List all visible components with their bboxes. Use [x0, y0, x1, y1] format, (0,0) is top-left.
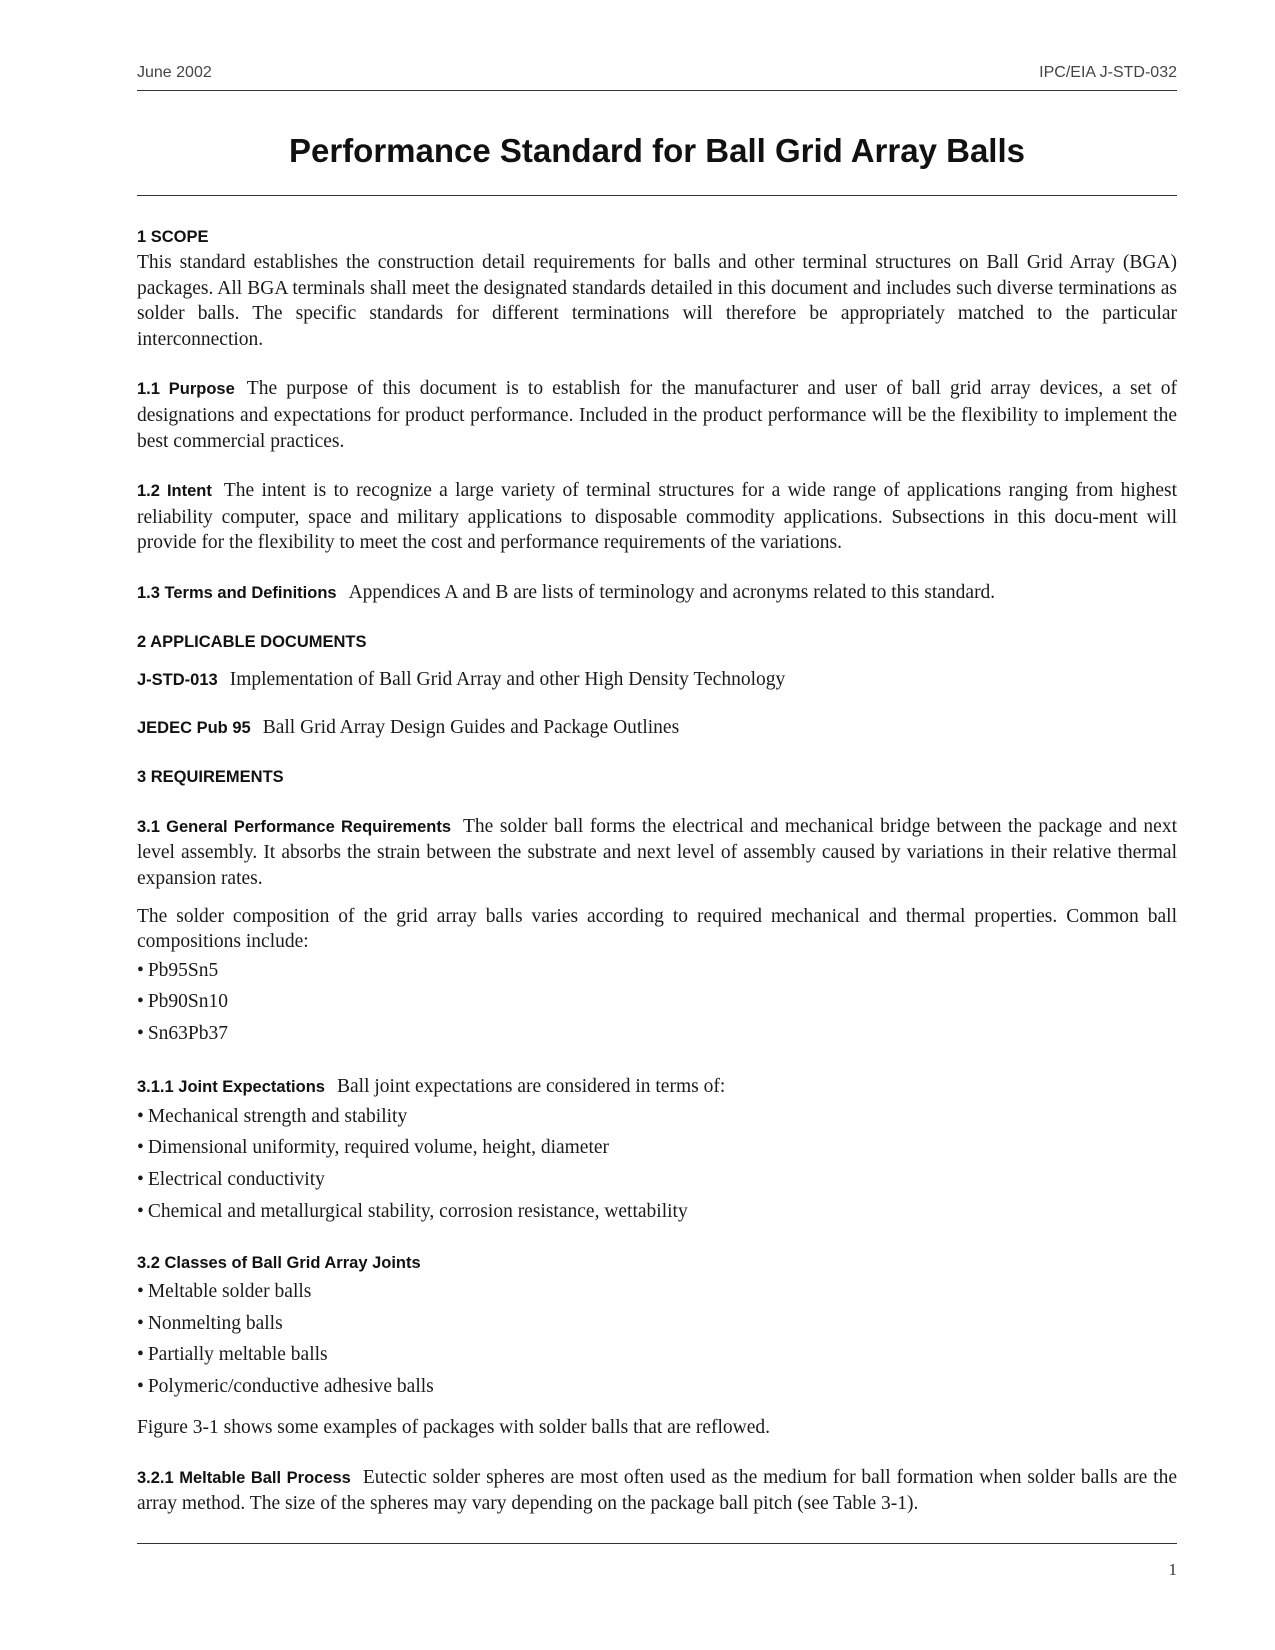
- ball-composition-list: [137, 955, 1177, 1050]
- joint-classes-list: [137, 1276, 1177, 1403]
- joint-expectations-list: [137, 1101, 1177, 1228]
- section-3-2-1-text: Eutectic solder spheres are most often used as the medium for ball formation when solder balls are the array method. The size of the spheres may vary depending on the package ball pitch (see Table 3-1).: [137, 1466, 1177, 1515]
- section-1-1-text: The purpose of this document is to establish for the manufacturer and user of ball grid array devices, a set of designations and expectations for product performance. Included in the product performance will be the flexibility to implement the best commercial practices.: [137, 378, 1177, 452]
- page-number: 1: [1168, 1560, 1177, 1579]
- applicable-document-1: [137, 667, 1177, 694]
- section-1-2-text: The intent is to recognize a large variety of terminal structures for a wide range of applications ranging from highest reliability computer, space and military applications to disposable commodity applications. Subsections in this docu-ment will provide for the flexibility to meet the cost and performance requirements of the variations.: [137, 480, 1177, 554]
- applicable-document-2-id: JEDEC Pub 95: [137, 719, 251, 738]
- list-item: • Dimensional uniformity, required volume, height, diameter: [137, 1132, 1177, 1164]
- applicable-document-2: [137, 715, 1177, 742]
- section-1-3-paragraph: [137, 580, 1177, 607]
- section-1-text: This standard establishes the construction detail requirements for balls and other terminal structures on Ball Grid Array (BGA) packages. All BGA terminals shall meet the designated standards detailed in this document and includes such diverse terminations as solder balls. The specific standards for different terminations will therefore be appropriately matched to the particular interconnection.: [137, 252, 1177, 350]
- list-item: • Pb95Sn5: [137, 955, 1177, 987]
- list-item: • Partially meltable balls: [137, 1339, 1177, 1371]
- section-2-heading: 2 APPLICABLE DOCUMENTS: [137, 632, 367, 651]
- section-3-2-1-heading: 3.2.1 Meltable Ball Process: [137, 1468, 351, 1487]
- list-item: • Chemical and metallurgical stability, corrosion resistance, wettability: [137, 1196, 1177, 1228]
- list-item: • Polymeric/conductive adhesive balls: [137, 1371, 1177, 1403]
- section-1-heading: 1 SCOPE: [137, 228, 209, 246]
- section-1-1-heading: 1.1 Purpose: [137, 380, 235, 399]
- section-3-1-1-paragraph: [137, 1074, 1177, 1101]
- section-1-1-paragraph: [137, 376, 1177, 454]
- title-rule: [137, 195, 1177, 196]
- list-item: • Sn63Pb37: [137, 1018, 1177, 1050]
- section-3-1-paragraph: [137, 814, 1177, 892]
- section-1-3-heading: 1.3 Terms and Definitions: [137, 583, 337, 602]
- section-3-1-1-text: Ball joint expectations are considered in terms of:: [336, 1076, 726, 1098]
- footer-rule: [137, 1543, 1177, 1544]
- document-page: [137, 0, 1177, 1650]
- page-title: Performance Standard for Ball Grid Array Balls: [288, 132, 1025, 169]
- list-item: • Meltable solder balls: [137, 1276, 1177, 1308]
- section-3-heading: 3 REQUIREMENTS: [137, 767, 284, 786]
- list-item: • Mechanical strength and stability: [137, 1101, 1177, 1133]
- applicable-document-1-title: Implementation of Ball Grid Array and other High Density Technology: [229, 668, 786, 690]
- section-3-1-heading: 3.1 General Performance Requirements: [137, 817, 452, 836]
- document-body: [137, 224, 1177, 1517]
- section-3-1-text: The solder ball forms the electrical and mechanical bridge between the package and next level assembly. It absorbs the strain between the substrate and next level of assembly caused by variations in their relative thermal expansion rates.: [137, 815, 1177, 889]
- list-item: • Nonmelting balls: [137, 1308, 1177, 1340]
- section-1-2-heading: 1.2 Intent: [137, 482, 212, 501]
- section-1-3-text: Appendices A and B are lists of terminology and acronyms related to this standard.: [348, 581, 996, 603]
- section-3-1-text-2: The solder composition of the grid array balls varies according to required mechanical and thermal properties. Common ball compositions include:: [137, 905, 1177, 953]
- header-document-id: IPC/EIA J-STD-032: [1039, 64, 1177, 81]
- list-item: • Pb90Sn10: [137, 986, 1177, 1018]
- section-3-2-1-paragraph: [137, 1465, 1177, 1517]
- applicable-document-2-title: Ball Grid Array Design Guides and Package Outlines: [262, 717, 680, 739]
- applicable-document-1-id: J-STD-013: [137, 670, 218, 689]
- running-header: [137, 64, 1177, 88]
- section-3-1-1-heading: 3.1.1 Joint Expectations: [137, 1078, 325, 1097]
- header-date: June 2002: [137, 64, 212, 81]
- header-rule: [137, 90, 1177, 91]
- section-3-2-text: Figure 3-1 shows some examples of packages with solder balls that are reflowed.: [137, 1417, 771, 1439]
- list-item: • Electrical conductivity: [137, 1164, 1177, 1196]
- section-3-2-heading: 3.2 Classes of Ball Grid Array Joints: [137, 1253, 421, 1272]
- section-1-2-paragraph: [137, 478, 1177, 556]
